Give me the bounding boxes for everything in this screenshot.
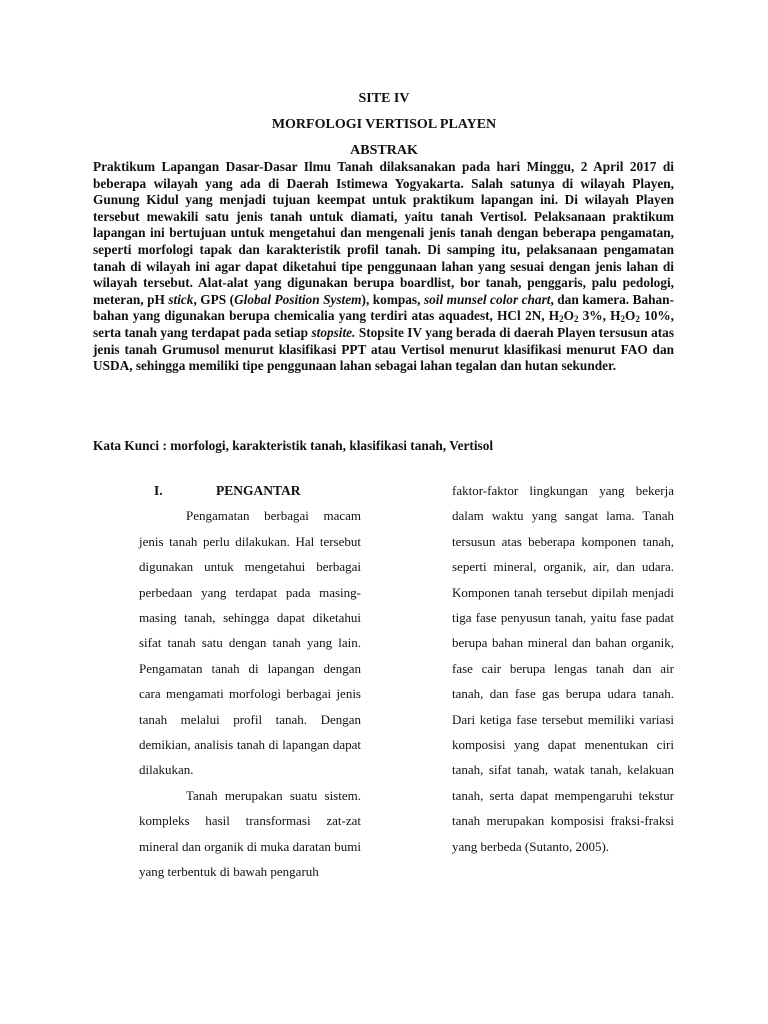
abstract-segment: O	[625, 308, 636, 324]
abstract-segment: , GPS (	[193, 291, 235, 307]
section-heading	[139, 478, 361, 503]
section-number: I.	[154, 483, 163, 498]
abstract-segment: Stopsite IV yang berada di daerah Playen tersusun atas jenis tanah Grumusol menurut klasifikasi PPT atau Vertisol menurut klasifikasi menurut FAO dan USDA, sehingga memiliki tipe penggunaan lahan sebagai lahan tegalan dan hutan sekunder.	[93, 324, 674, 374]
abstract-italic-stopsite: stopsite.	[311, 324, 356, 340]
abstract-italic-gps: Global Position System	[234, 291, 362, 307]
subscript: 2	[573, 314, 579, 325]
abstract-segment: , dan kamera. Bahan-bahan yang digunakan berupa chemicalia yang terdiri atas aquadest, HCl 2N, H	[93, 291, 675, 324]
abstract-segment: 3%, H	[578, 308, 621, 324]
body-paragraph: Pengamatan berbagai macam jenis tanah perlu dilakukan. Hal tersebut digunakan untuk mengetahui berbagai perbedaan yang terdapat pada masing-masing tanah, sehingga dapat diketahui sifat tanah satu dengan tanah yang lain. Pengamatan tanah di lapangan dengan cara mengamati morfologi berbagai jenis tanah melalui profil tanah. Dengan demikian, analisis tanah di lapangan dapat dilakukan.	[139, 508, 361, 778]
subscript: 2	[620, 314, 625, 325]
abstract-segment: 10%, serta tanah yang terdapat pada setiap	[93, 308, 674, 340]
body-paragraph: Tanah merupakan suatu sistem. kompleks hasil transformasi zat-zat mineral dan organik di muka daratan bumi yang terbentuk di bawah pengaruh	[139, 787, 361, 880]
abstract-italic-munsel: soil munsel color chart	[423, 291, 551, 307]
column-right	[452, 478, 674, 859]
abstract-segment: O	[563, 308, 574, 324]
abstract-italic-stick: stick	[168, 291, 194, 307]
abstract-text	[93, 159, 674, 375]
body-paragraph: faktor-faktor lingkungan yang bekerja dalam waktu yang sangat lama. Tanah tersusun atas beberapa komponen tanah, seperti mineral, organik, air, dan udara. Komponen tanah tersebut dipilah menjadi tiga fase penyusun tanah, yaitu fase padat berupa bahan mineral dan bahan organik, fase cair berupa lengas tanah dan air tanah, dan fase gas berupa udara tanah. Dari ketiga fase tersebut memiliki variasi komposisi yang dapat menentukan ciri tanah, sifat tanah, watak tanah, kelakuan tanah, serta dapat mempengaruhi tekstur tanah merupakan komposisi fraksi-fraksi yang berbeda (Sutanto, 2005).	[452, 483, 674, 854]
abstract-heading: ABSTRAK	[350, 143, 418, 158]
subscript: 2	[635, 314, 640, 325]
site-title: SITE IV	[358, 91, 410, 106]
abstract-segment: ), kompas,	[361, 291, 424, 307]
subscript: 2	[559, 314, 564, 325]
section-title: PENGANTAR	[216, 483, 301, 498]
column-left	[139, 478, 361, 884]
title-block	[0, 86, 768, 164]
paper-title: MORFOLOGI VERTISOL PLAYEN	[271, 117, 497, 132]
keywords: Kata Kunci : morfologi, karakteristik tanah, klasifikasi tanah, Vertisol	[93, 438, 494, 453]
abstract-segment: Praktikum Lapangan Dasar-Dasar Ilmu Tanah dilaksanakan pada hari Minggu, 2 April 2017 di beberapa wilayah yang ada di Daerah Istimewa Yogyakarta. Salah satunya di wilayah Playen, Gunung Kidul yang menjadi tujuan keempat untuk praktikum lapangan ini. Di wilayah Playen tersebut mewakili satu jenis tanah untuk diamati, yaitu tanah Vertisol. Pelaksanaan praktikum lapangan ini bertujuan untuk mengetahui dan mengenali jenis tanah dengan beberapa pengamatan, seperti morfologi tapak dan karakteristik profil tanah. Di samping itu, pelaksanaan pengamatan tanah di wilayah ini agar dapat diketahui tipe penggunaan lahan yang sesuai dengan jenis lahan di wilayah tersebut. Alat-alat yang digunakan berupa boardlist, bor tanah, penggaris, palu pedologi, meteran, pH	[93, 159, 674, 307]
